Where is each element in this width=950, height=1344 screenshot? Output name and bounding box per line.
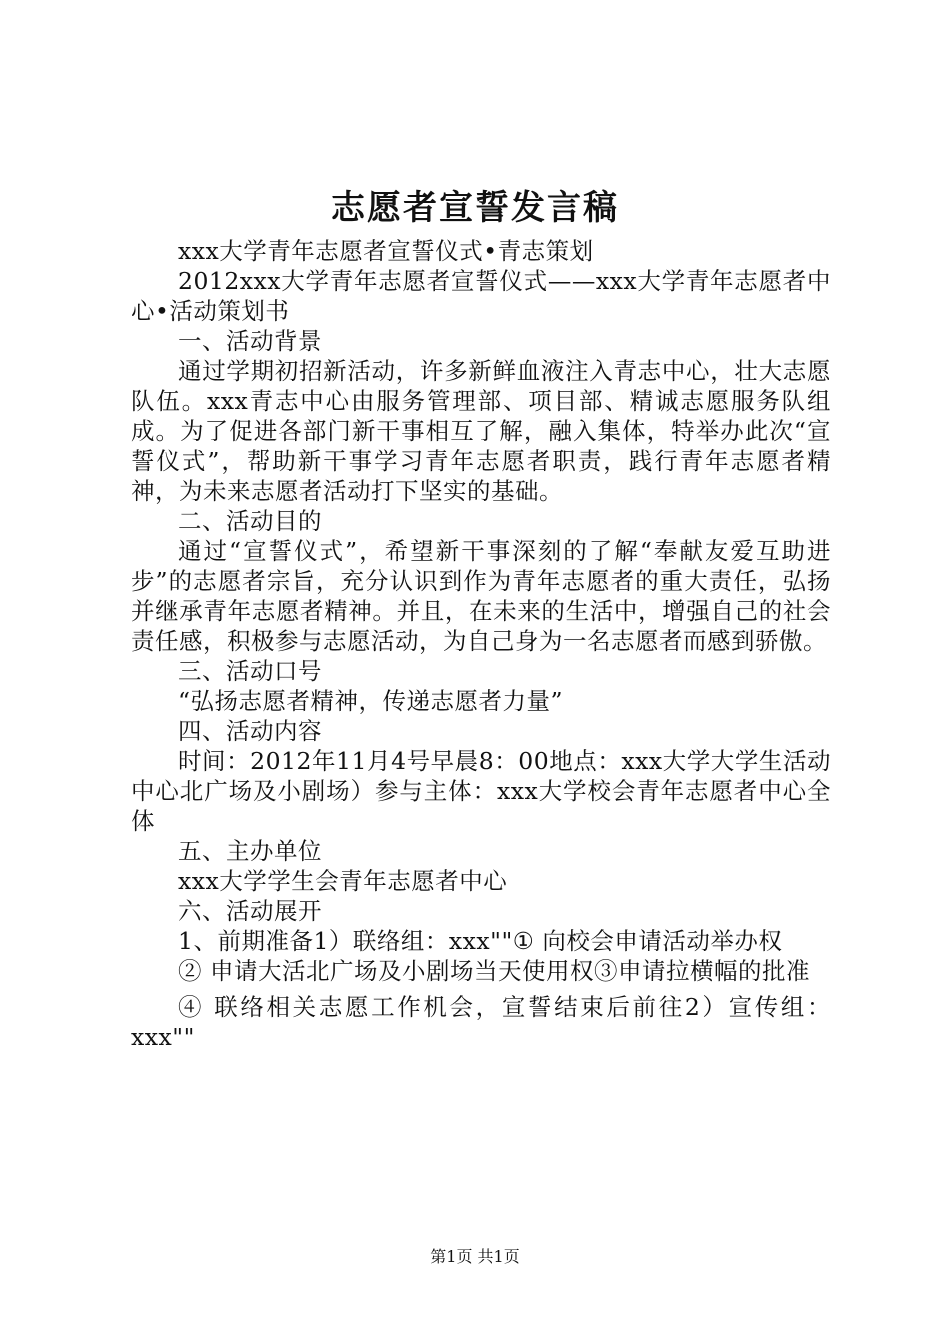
paragraph-slogan: “弘扬志愿者精神，传递志愿者力量”: [178, 687, 564, 715]
document-body: [131, 236, 831, 1052]
paragraph-contact: ④ 联络相关志愿工作机会，宣誓结束后前往2）宣传组：xxx"": [131, 993, 831, 1051]
paragraph-preparation: 1、前期准备1）联络组：xxx""① 向校会申请活动举办权: [178, 927, 783, 955]
page-footer: 第1页 共1页: [430, 1247, 520, 1266]
document-title: 志愿者宣誓发言稿: [331, 188, 619, 228]
paragraph-applications: ② 申请大活北广场及小剧场当天使用权③申请拉横幅的批准: [178, 957, 810, 985]
paragraph-organizer: xxx大学学生会青年志愿者中心: [178, 867, 508, 895]
section-heading-background: 一、活动背景: [178, 327, 322, 355]
paragraph-content: 时间：2012年11月4号早晨8：00地点：xxx大学大学生活动中心北广场及小剧场）参与主体：xxx大学校会青年志愿者中心全体: [131, 747, 831, 835]
paragraph-background: 通过学期初招新活动，许多新鲜血液注入青志中心，壮大志愿队伍。xxx青志中心由服务管理部、项目部、精诚志愿服务队组成。为了促进各部门新干事相互了解，融入集体，特举办此次“宣誓仪式”，帮助新干事学习青年志愿者职责，践行青年志愿者精神，为未来志愿者活动打下坚实的基础。: [131, 357, 831, 505]
section-heading-organizer: 五、主办单位: [178, 837, 322, 865]
section-heading-content: 四、活动内容: [178, 717, 322, 745]
paragraph-1: xxx大学青年志愿者宣誓仪式•青志策划: [178, 237, 594, 265]
section-heading-process: 六、活动展开: [178, 897, 322, 925]
section-heading-slogan: 三、活动口号: [178, 657, 322, 685]
paragraph-purpose: 通过“宣誓仪式”，希望新干事深刻的了解“奉献友爱互助进步”的志愿者宗旨，充分认识到作为青年志愿者的重大责任，弘扬并继承青年志愿者精神。并且，在未来的生活中，增强自己的社会责任感，积极参与志愿活动，为自己身为一名志愿者而感到骄傲。: [131, 537, 831, 655]
section-heading-purpose: 二、活动目的: [178, 507, 322, 535]
paragraph-2: 2012xxx大学青年志愿者宣誓仪式——xxx大学青年志愿者中心•活动策划书: [131, 267, 831, 325]
